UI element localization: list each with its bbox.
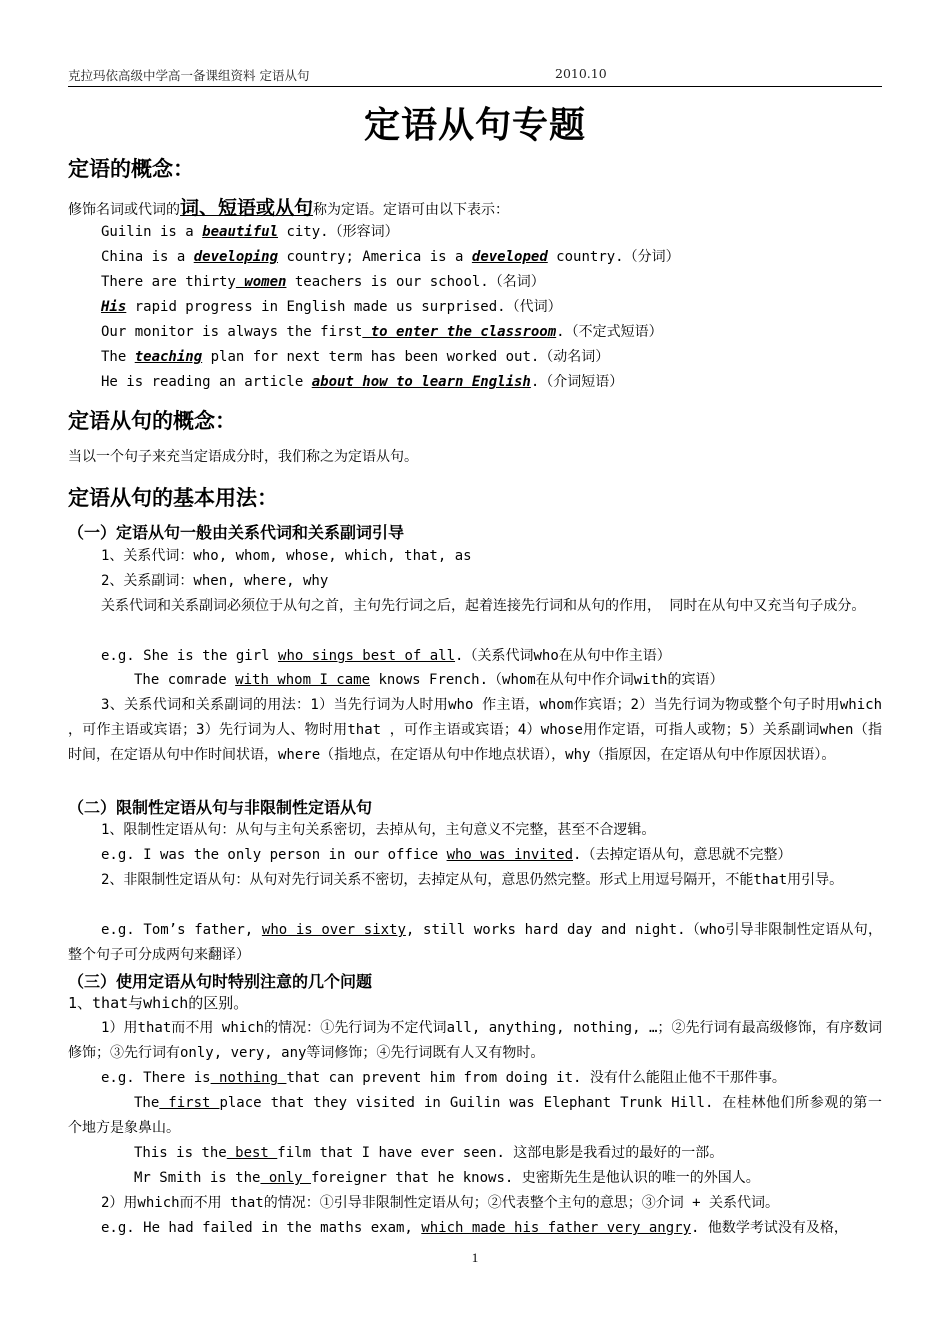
example-line: There are thirty women teachers is our school.（名词） (101, 274, 545, 290)
example-line: The teaching plan for next term has been worked out.（动名词） (101, 349, 610, 365)
paragraph: e.g. Tom’s father, who is over sixty, still works hard day and night.（who引导非限制性定语从句，整个句子可分成两句来翻译） (68, 922, 882, 963)
paragraph: 1）用that而不用 which的情况：①先行词为不定代词all, anything, nothing, …；②先行词有最高级修饰，有序数词修饰；③先行词有only, very, any等词修饰；④先行词既有人又有物时。 (68, 1020, 882, 1061)
section-heading-basic-usage: 定语从句的基本用法： (68, 486, 278, 510)
paragraph: 关系代词和关系副词必须位于从句之首，主句先行词之后，起着连接先行词和从句的作用， 同时在从句中又充当句子成分。 (101, 598, 866, 614)
example-line: The comrade with whom I came knows French.（whom在从句中作介词with的宾语） (134, 672, 724, 688)
example-line: He is reading an article about how to learn English.（介词短语） (101, 374, 624, 390)
header-date: 2010.10 (555, 66, 607, 81)
subsection-heading-2: （二）限制性定语从句与非限制性定语从句 (68, 798, 373, 817)
section-intro (68, 198, 509, 220)
intro-emphasis: 词、短语或从句 (180, 197, 314, 219)
subsection-heading-3: （三）使用定语从句时特别注意的几个问题 (68, 972, 373, 991)
example-line: e.g. She is the girl who sings best of all.（关系代词who在从句中作主语） (101, 648, 671, 664)
paragraph: 3、关系代词和关系副词的用法：1）当先行词为人时用who 作主语，whom作宾语；2）当先行词为物或整个句子时用which ，可作主语或宾语；3）先行词为人、物时用that ，可作主语或宾语；4）whose用作定语，可指人或物；5）关系副词when（指时间，在定语从句中作时间状语，where（指地点，在定语从句中作地点状语），why（指原因，在定语从句中作原因状语）。 (68, 697, 882, 763)
subsection-heading-1: （一）定语从句一般由关系代词和关系副词引导 (68, 523, 405, 542)
example-line: e.g. He had failed in the maths exam, which made his father very angry. 他数学考试没有及格， (101, 1220, 848, 1236)
example-line: Mr Smith is the only foreigner that he knows. 史密斯先生是他认识的唯一的外国人。 (134, 1170, 760, 1186)
example-line: e.g. I was the only person in our office who was invited.（去掉定语从句，意思就不完整） (101, 847, 792, 863)
paragraph: The first place that they visited in Guilin was Elephant Trunk Hill. 在桂林他们所参观的第一个地方是象鼻山。 (68, 1095, 882, 1136)
example-line: Our monitor is always the first to enter the classroom.（不定式短语） (101, 324, 663, 340)
paragraph: 2、非限制性定语从句：从句对先行词关系不密切，去掉定从句，意思仍然完整。形式上用逗号隔开，不能that用引导。 (101, 872, 844, 888)
example-line: e.g. There is nothing that can prevent him from doing it. 没有什么能阻止他不干那件事。 (101, 1070, 786, 1086)
document-title: 定语从句专题 (363, 105, 586, 146)
example-line: Guilin is a beautiful city.（形容词） (101, 224, 399, 240)
page-number: 1 (471, 1250, 479, 1265)
intro-text: 称为定语。定语可由以下表示： (313, 202, 510, 218)
intro-text: 修饰名词或代词的 (68, 202, 180, 218)
restrictive-clause-def: 1、限制性定语从句：从句与主句关系密切，去掉从句，主句意义不完整，甚至不合逻辑。 (101, 822, 656, 838)
section-heading-clause-concept: 定语从句的概念： (68, 409, 236, 433)
example-line: This is the best film that I have ever seen. 这部电影是我看过的最好的一部。 (134, 1145, 724, 1161)
which-usage: 2）用which而不用 that的情况：①引导非限制性定语从句；②代表整个主句的意思；③介词 + 关系代词。 (101, 1195, 779, 1211)
relative-adverbs: 2、关系副词：when, where, why (101, 573, 329, 589)
header-title: 克拉玛依高级中学高一备课组资料 定语从句 (68, 68, 310, 83)
page-header (68, 66, 882, 87)
clause-concept-text: 当以一个句子来充当定语成分时，我们称之为定语从句。 (68, 449, 418, 465)
that-which-heading: 1、that与which的区别。 (68, 994, 249, 1012)
example-line: China is a developing country; America is a developed country.（分词） (101, 249, 680, 265)
example-line: His rapid progress in English made us surprised.（代词） (101, 299, 562, 315)
relative-pronouns: 1、关系代词：who, whom, whose, which, that, as (101, 548, 472, 564)
section-heading-attributive: 定语的概念： (68, 157, 194, 181)
